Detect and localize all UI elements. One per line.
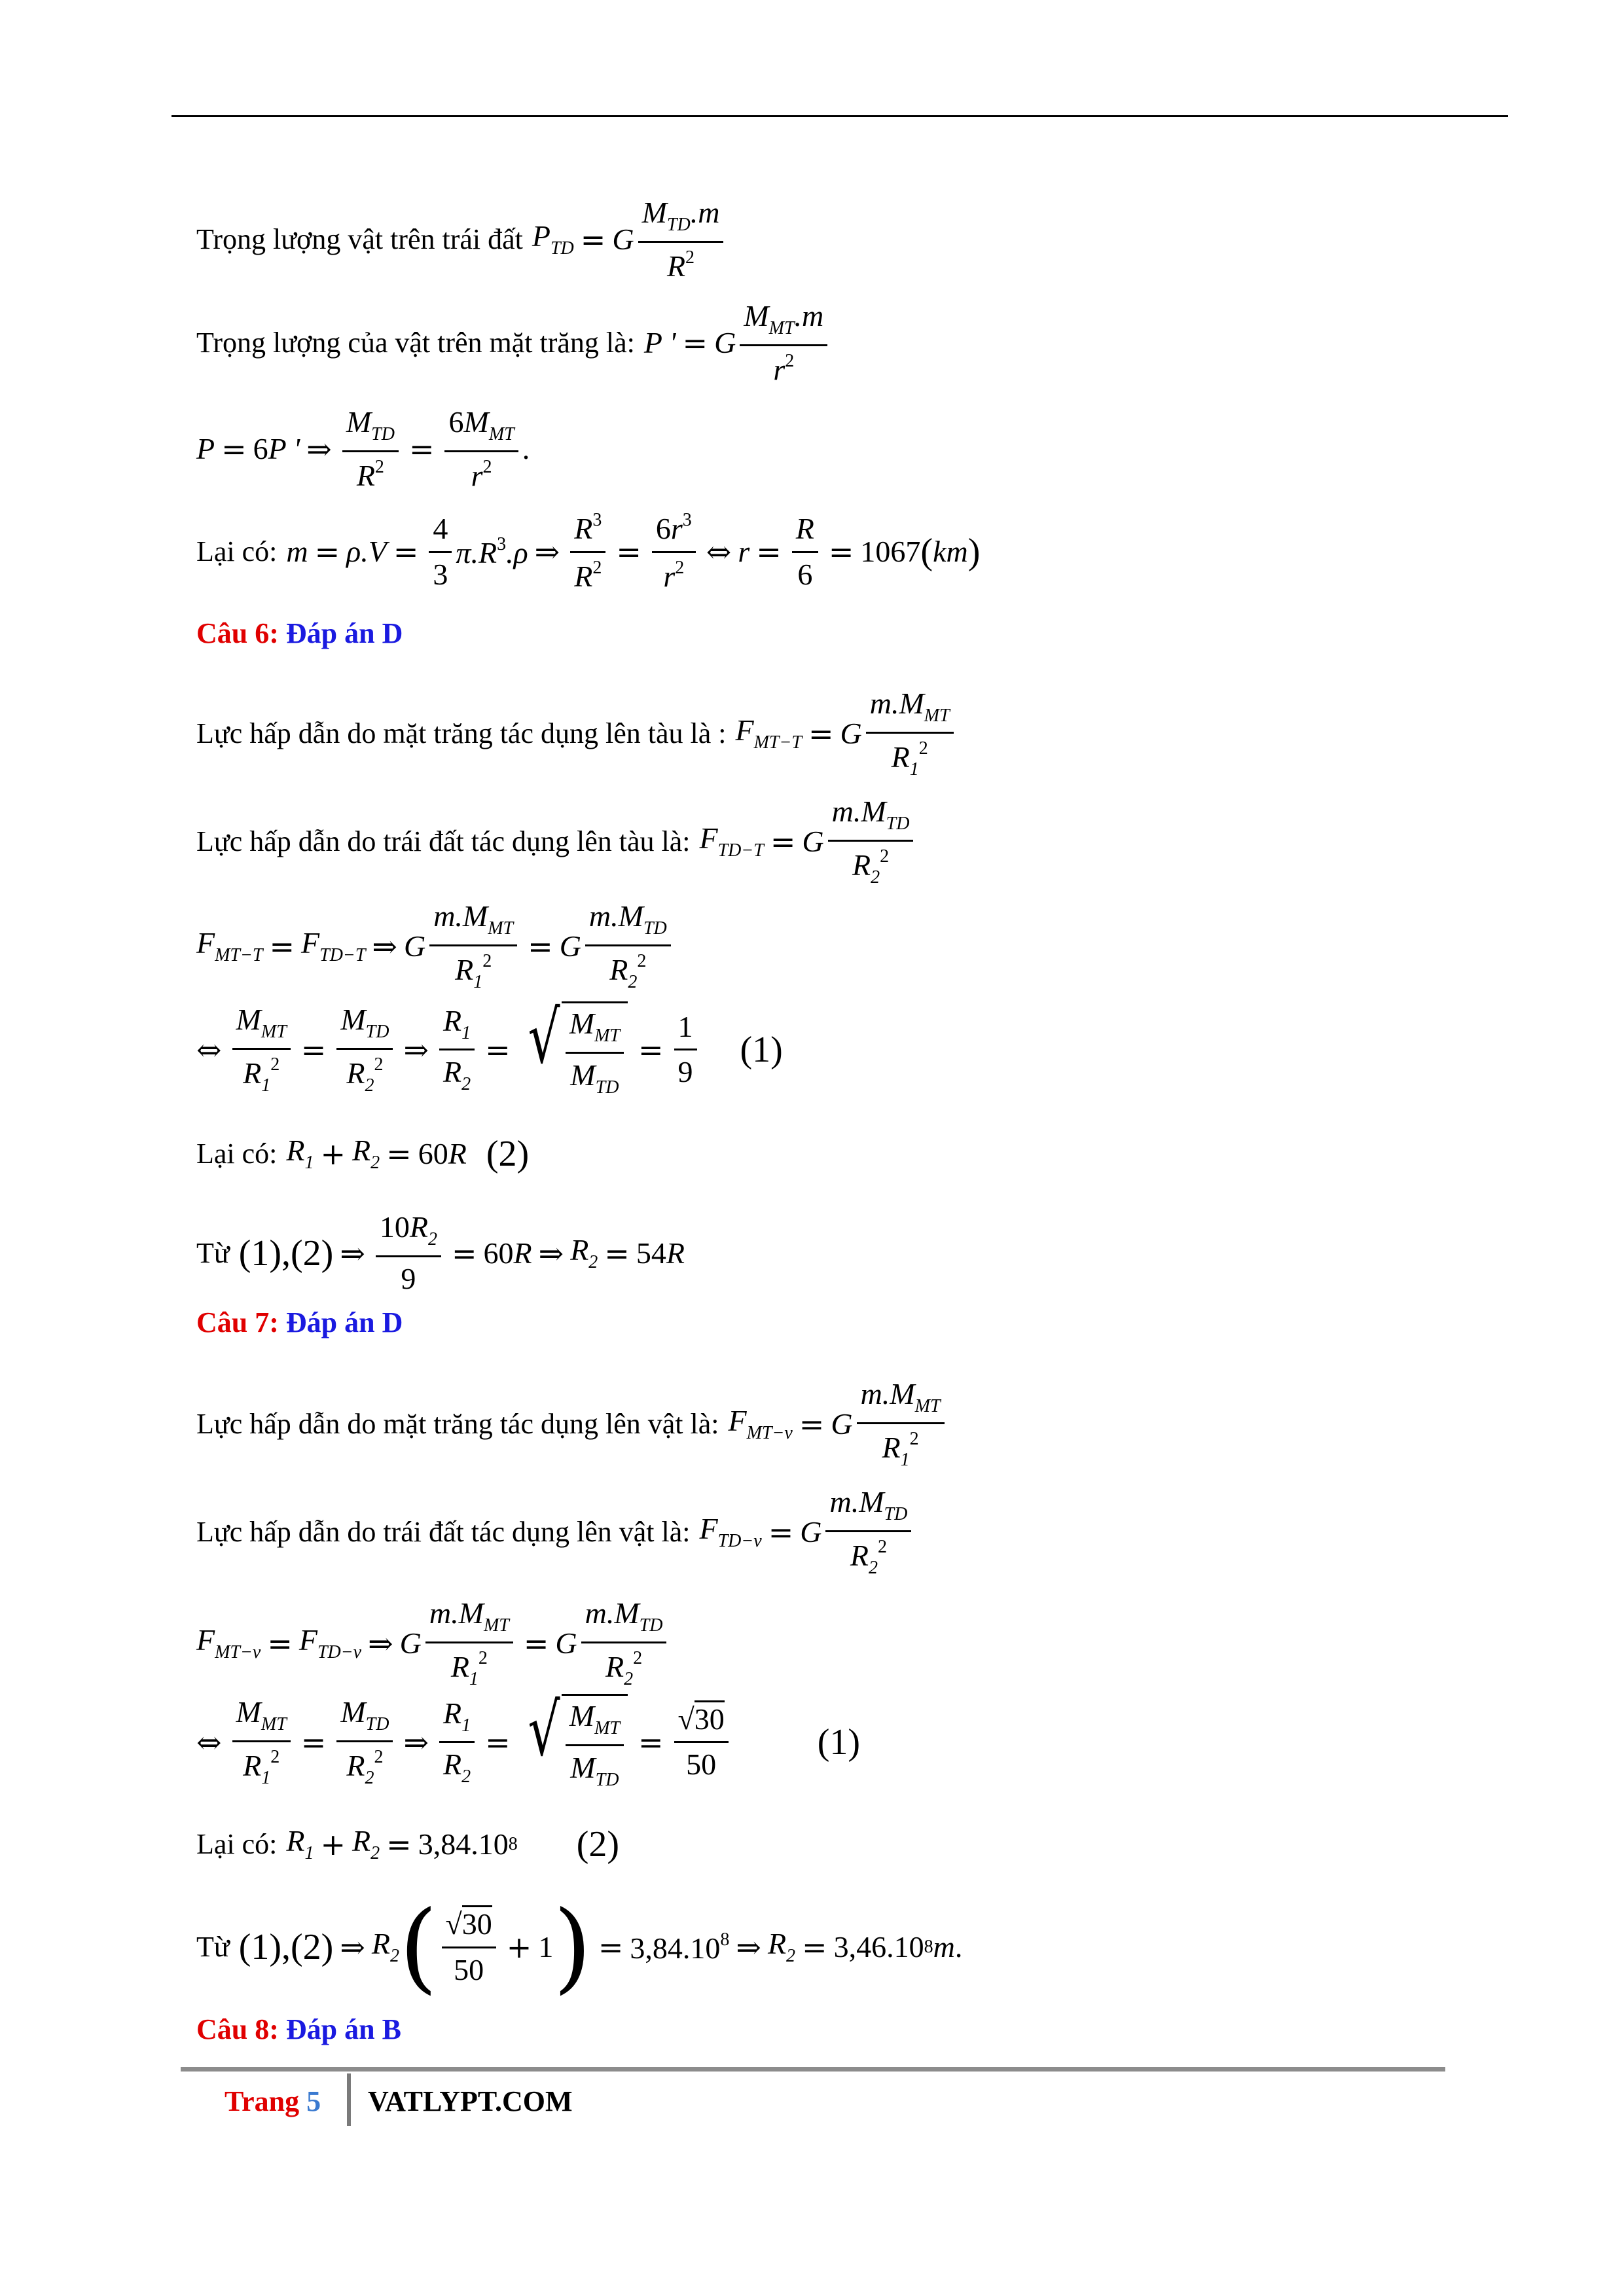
eq-sum-6: Lại có: $R_1$ + $R_2$ = 60 R (2) bbox=[196, 1134, 530, 1174]
eq-force-earth-ship: Lực hấp dẫn do trái đất tác dụng lên tàu là: $F_{TD-T}$ = G $\frac{m.M_{TD}}{R_2^2}$ bbox=[196, 795, 917, 888]
eq-force-equal-7: $F_{MT-v}$ = $F_{TD-v}$ ⇒ G $\frac{m.M_{MT}}{R_1^2}$ = G $\frac{m.M_{TD}}{R_2^2}$ bbox=[196, 1597, 670, 1690]
result-unit: km bbox=[933, 535, 968, 569]
heading-cau-7 bbox=[196, 1306, 403, 1339]
page-number: 5 bbox=[306, 2085, 321, 2117]
sum-value: 60 bbox=[418, 1137, 448, 1170]
ratio-numerator: 1 bbox=[674, 1011, 697, 1051]
distance-value: 3,84.10 bbox=[418, 1827, 509, 1861]
line-text: Từ bbox=[196, 1236, 230, 1269]
line-text: Lực hấp dẫn do mặt trăng tác dụng lên vật là: bbox=[196, 1407, 719, 1440]
eq-force-moon-object: Lực hấp dẫn do mặt trăng tác dụng lên vật là: $F_{MT-v}$ = G $\frac{m.M_{MT}}{R_1^2}$ bbox=[196, 1378, 948, 1471]
eq-result-6: Từ (1),(2) ⇒ $\frac{10R_2}{9}$ = 60 R ⇒ $R_2$ = 54 R bbox=[196, 1210, 685, 1295]
result-value: 54 bbox=[636, 1236, 666, 1270]
eq-weight-moon: Trọng lượng của vật trên mặt trăng là: P ' = G $\frac{M_{MT}.m}{r^2}$ bbox=[196, 300, 831, 386]
denominator-value: 50 bbox=[686, 1748, 717, 1782]
answer-label: Đáp án D bbox=[285, 1306, 403, 1338]
line-text: Lực hấp dẫn do trái đất tác dụng lên tàu là: bbox=[196, 825, 691, 857]
ratio-denominator: 9 bbox=[677, 1055, 693, 1089]
eq-lai-co-1: Lại có: m = ρ.V = $\frac{4}{3}$ $\pi.R^3.\rho$ ⇒ $\frac{R^3}{R^2}$ = $\frac{6r^3}{r^2}$ ⇔ r = $\frac{R}{6}$ = 1067 ( km ) bbox=[196, 510, 981, 593]
result-value: 3,46.10 bbox=[833, 1930, 924, 1964]
eq-result-7: Từ (1),(2) ⇒ $R_2$ ( $\frac{√30}{50}$ + 1 ) = 3,84.10$^8$ ⇒ $R_2$ = 3,46.10 8 m . bbox=[196, 1890, 963, 2004]
eq-ratio-6: ⇔ $\frac{M_{MT}}{R_1^2}$ = $\frac{M_{TD}}{R_2^2}$ ⇒ $\frac{R_1}{R_2}$ = √ $\frac{M_{MT}}{M_{TD}}$ = $\frac{1}{9}$ (1) bbox=[196, 996, 783, 1098]
heading-cau-6 bbox=[196, 617, 403, 650]
line-text: Lại có: bbox=[196, 1138, 278, 1170]
eq-weight-earth: Trọng lượng vật trên trái đất $P_{TD}$ = G $\frac{M_{TD}.m}{R^2}$ bbox=[196, 196, 727, 283]
question-label: Câu 6: bbox=[196, 617, 279, 649]
header-rule bbox=[171, 115, 1508, 117]
eq-ratio-7: ⇔ $\frac{M_{MT}}{R_1^2}$ = $\frac{M_{TD}}{R_2^2}$ ⇒ $\frac{R_1}{R_2}$ = √ $\frac{M_{MT}}{M_{TD}}$ = $\frac{√30}{50}$ (1) bbox=[196, 1688, 861, 1790]
line-text: Lại có: bbox=[196, 535, 278, 568]
sqrt-value: 30 bbox=[695, 1700, 725, 1736]
line-text: Trọng lượng của vật trên mặt trăng là: bbox=[196, 327, 635, 359]
answer-label: Đáp án D bbox=[285, 617, 403, 649]
line-text: Từ bbox=[196, 1931, 230, 1963]
exponent: 8 bbox=[508, 1834, 518, 1854]
question-label: Câu 8: bbox=[196, 2013, 279, 2045]
eq-force-equal-6: $F_{MT-T}$ = $F_{TD-T}$ ⇒ G $\frac{m.M_{MT}}{R_1^2}$ = G $\frac{m.M_{TD}}{R_2^2}$ bbox=[196, 900, 675, 993]
eq-force-earth-object: Lực hấp dẫn do trái đất tác dụng lên vật là: $F_{TD-v}$ = G $\frac{m.M_{TD}}{R_2^2}$ bbox=[196, 1486, 915, 1579]
line-text: Lại có: bbox=[196, 1828, 278, 1860]
footer-rule bbox=[181, 2067, 1445, 2072]
line-text: Lực hấp dẫn do mặt trăng tác dụng lên tàu là : bbox=[196, 717, 727, 749]
page-label: Trang bbox=[225, 2085, 300, 2117]
numerator-ten: 10 bbox=[379, 1210, 410, 1244]
line-text: Lực hấp dẫn do trái đất tác dụng lên vật là: bbox=[196, 1515, 691, 1548]
footer-page bbox=[225, 2085, 321, 2118]
question-label: Câu 7: bbox=[196, 1306, 279, 1338]
heading-cau-8 bbox=[196, 2013, 401, 2046]
eq-force-moon-ship: Lực hấp dẫn do mặt trăng tác dụng lên tàu là : $F_{MT-T}$ = G $\frac{m.M_{MT}}{R_1^2}$ bbox=[196, 687, 958, 780]
answer-label: Đáp án B bbox=[285, 2013, 401, 2045]
footer-separator bbox=[347, 2073, 351, 2126]
footer-site: VATLYPT.COM bbox=[368, 2085, 573, 2117]
line-text: Trọng lượng vật trên trái đất bbox=[196, 223, 523, 256]
eq-sum-7: Lại có: $R_1$ + $R_2$ = 3,84.10 8 (2) bbox=[196, 1824, 619, 1865]
eq-p-6p: P = 6 P ' ⇒ $\frac{M_{TD}}{R^2}$ = $\frac{6M_{MT}}{r^2}$ . bbox=[196, 405, 530, 492]
result-value: 1067 bbox=[860, 535, 921, 569]
